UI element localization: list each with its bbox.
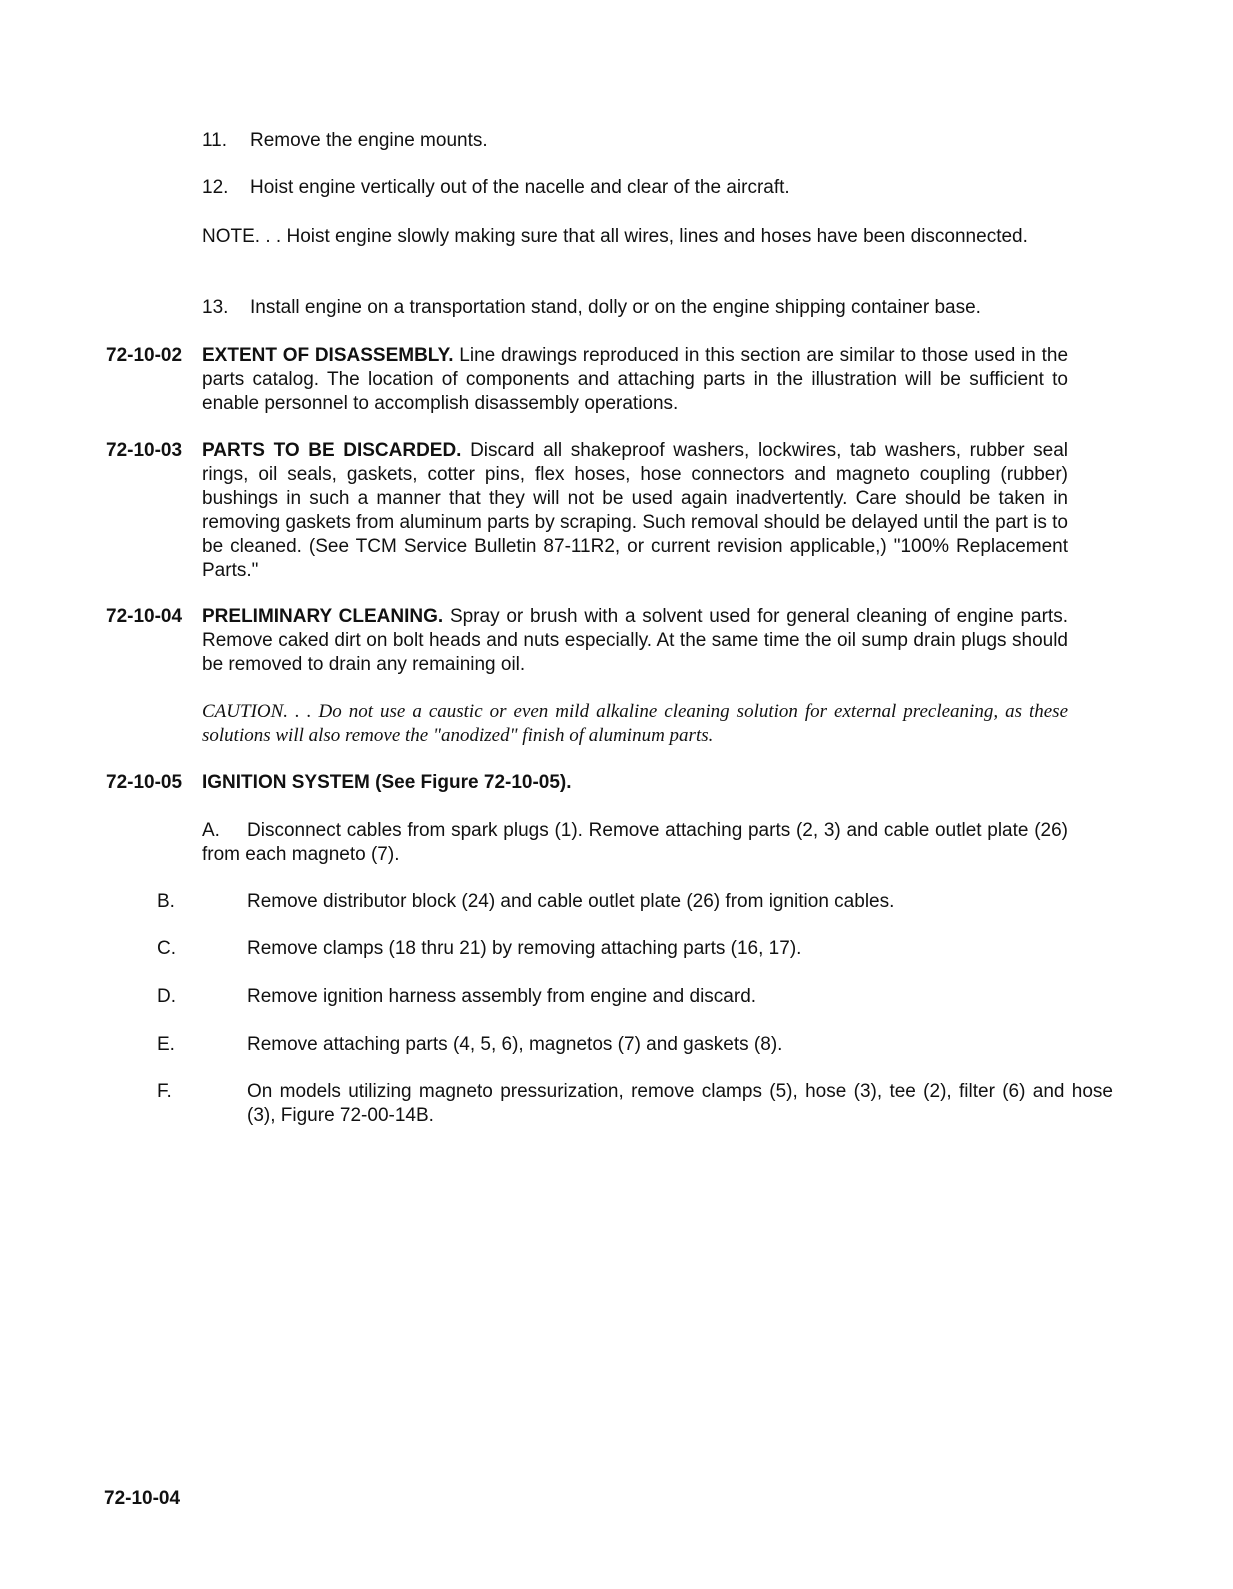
step-number: 11. [202, 130, 228, 151]
section-parts-to-be-discarded [202, 439, 1068, 583]
note-text: Hoist engine slowly making sure that all wires, lines and hoses have been disconnected. [286, 226, 1028, 247]
caution-text: Do not use a caustic or even mild alkaline cleaning solution for external precleaning, as these solutions will also remove the "anodized" finish of aluminum parts. [202, 701, 1069, 746]
section-number: 72-10-05 [106, 772, 183, 793]
step-letter: C. [157, 938, 176, 959]
ignition-step [157, 1033, 1113, 1057]
ignition-step [157, 1080, 1113, 1128]
step-text: Remove ignition harness assembly from engine and discard. [247, 986, 757, 1007]
note-label: NOTE. . . [202, 226, 282, 247]
section-text: Spray or brush with a solvent used for general cleaning of engine parts. Remove caked dirt on bolt heads and nuts especially. At the same time the oil sump drain plugs should be removed to drain any remaining oil. [202, 606, 1068, 675]
section-text: Line drawings reproduced in this section are similar to those used in the parts catalog. The location of components and attaching parts in the illustration will be sufficient to enable personnel to accomplish disassembly operations. [202, 345, 1069, 414]
section-number: 72-10-04 [106, 606, 183, 627]
section-title: PRELIMINARY CLEANING. [202, 606, 444, 627]
section-title: IGNITION SYSTEM (See Figure 72-10-05). [202, 772, 572, 793]
step-text: Install engine on a transportation stand, dolly or on the engine shipping container base. [250, 297, 981, 318]
ignition-step [157, 985, 1113, 1009]
step-number: 13. [202, 297, 229, 318]
step-item [202, 176, 1068, 200]
step-letter: E. [157, 1034, 175, 1055]
step-item [202, 296, 1068, 320]
section-title: EXTENT OF DISASSEMBLY. [202, 345, 454, 366]
ignition-step [157, 890, 1113, 914]
step-text: Remove the engine mounts. [250, 130, 488, 151]
caution-label: CAUTION. . . [202, 701, 312, 722]
step-text: Remove distributor block (24) and cable outlet plate (26) from ignition cables. [247, 891, 895, 912]
footer-page-reference: 72-10-04 [104, 1488, 181, 1509]
ignition-step [202, 819, 1068, 867]
section-extent-of-disassembly [202, 344, 1068, 416]
step-letter: F. [157, 1081, 172, 1102]
step-text: On models utilizing magneto pressurization, remove clamps (5), hose (3), tee (2), filter (6) and hose (3), Figure 72-00-14B. [247, 1081, 1113, 1126]
section-preliminary-cleaning [202, 605, 1068, 677]
step-letter: A. [202, 820, 220, 841]
ignition-step [157, 937, 1113, 961]
section-text: Discard all shakeproof washers, lockwires, tab washers, rubber seal rings, oil seals, gaskets, cotter pins, flex hoses, hose connectors and magneto coupling (rubber) bushings in such a manner that they will not be used again inadvertently. Care should be taken in removing gaskets from aluminum parts by scraping. Such removal should be delayed until the part is to be cleaned. (See TCM Service Bulletin 87-11R2, or current revision applicable,) "100% Replacement Parts." [202, 440, 1068, 581]
step-letter: D. [157, 986, 176, 1007]
section-number: 72-10-03 [106, 440, 183, 461]
section-title: PARTS TO BE DISCARDED. [202, 440, 462, 461]
step-text: Remove clamps (18 thru 21) by removing attaching parts (16, 17). [247, 938, 802, 959]
caution-block [202, 700, 1068, 748]
step-text: Disconnect cables from spark plugs (1). Remove attaching parts (2, 3) and cable outlet plate (26) from each magneto (7). [202, 820, 1068, 865]
step-item [202, 129, 1068, 153]
step-text: Remove attaching parts (4, 5, 6), magnetos (7) and gaskets (8). [247, 1034, 783, 1055]
step-number: 12. [202, 177, 229, 198]
step-letter: B. [157, 891, 175, 912]
section-number: 72-10-02 [106, 345, 183, 366]
section-ignition-system [202, 771, 1068, 795]
note-block [202, 225, 1068, 249]
step-text: Hoist engine vertically out of the nacelle and clear of the aircraft. [250, 177, 790, 198]
